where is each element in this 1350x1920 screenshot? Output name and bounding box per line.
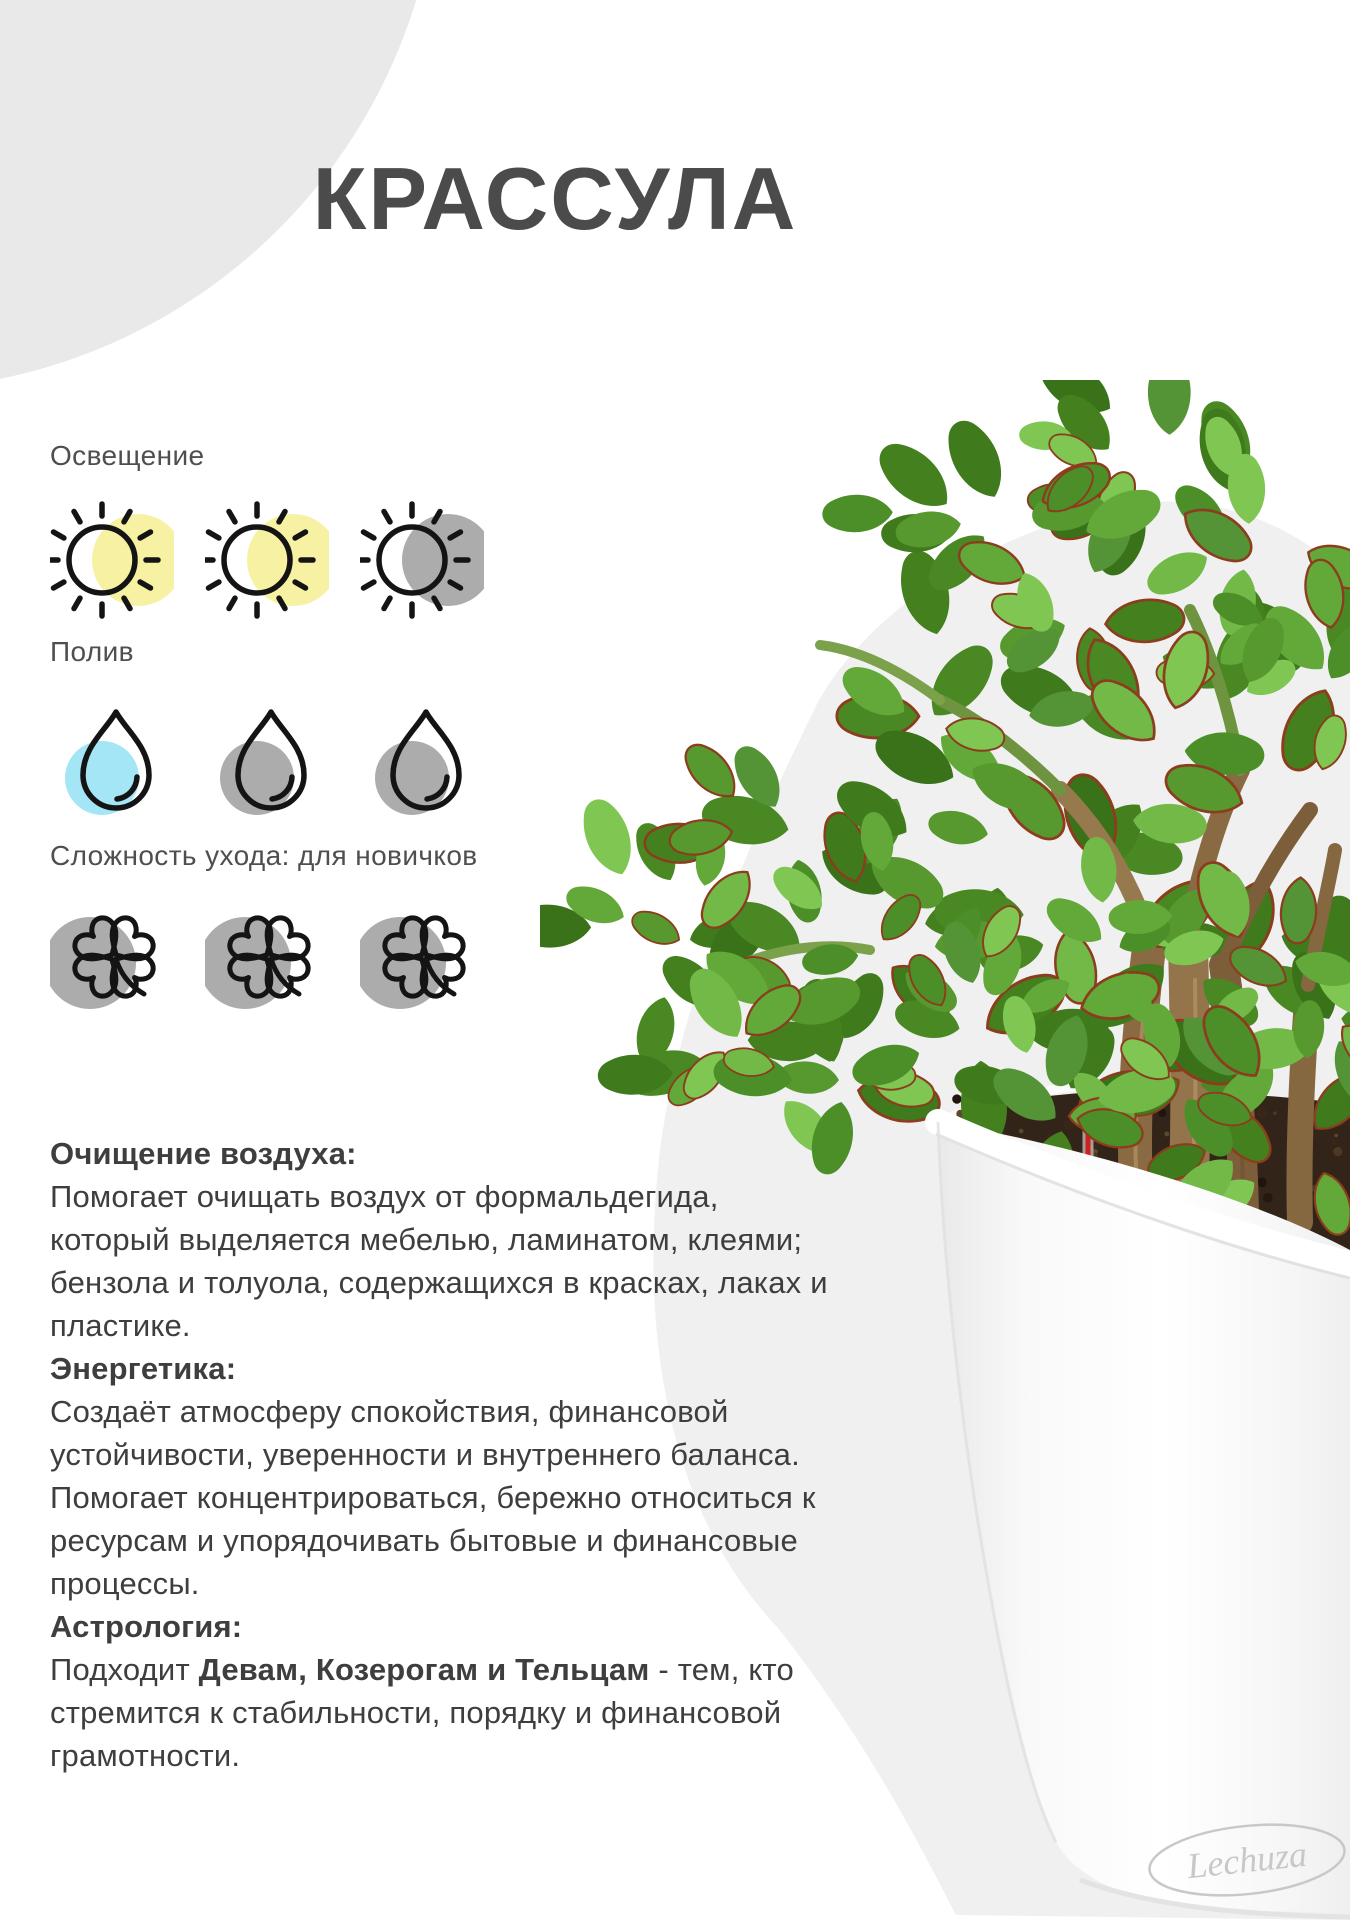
astrology-section [50,1605,842,1777]
clover-icon [205,899,329,1023]
section-heading: Энергетика: [50,1351,237,1386]
lighting-icon-row [50,498,484,622]
watering-icon-row [50,700,484,824]
water-drop-icon [205,700,329,824]
plant-description [50,1132,842,1777]
section-body: Помогает очищать воздух от формальдегида, который выделяется мебелью, ламинатом, клеями; бензола и толуола, содержащихся в красках, лаках и пластике. [50,1179,828,1343]
difficulty-label: Сложность ухода: для новичков [50,840,478,871]
lighting-label: Освещение [50,440,205,471]
section-body: Подходит Девам, Козерогам и Тельцам - тем, кто стремится к стабильности, порядку и финансовой грамотности. [50,1652,794,1773]
clover-icon [50,899,174,1023]
sun-icon [360,498,484,622]
section-heading: Астрология: [50,1609,243,1644]
air-purification-section [50,1132,842,1347]
energy-section [50,1347,842,1605]
sun-icon [205,498,329,622]
difficulty-icon-row [50,899,484,1023]
section-heading: Очищение воздуха: [50,1136,357,1171]
pot-brand-text: Lechuza [1185,1833,1309,1887]
page-title: КРАССУЛА [312,149,798,248]
section-body: Создаёт атмосферу спокойствия, финансовой устойчивости, уверенности и внутреннего баланса. Помогает концентрироваться, бережно относиться к ресурсам и упорядочивать бытовые и финансовые процессы. [50,1394,816,1601]
clover-icon [360,899,484,1023]
zodiac-signs: Девам, Козерогам и Тельцам [198,1652,650,1687]
watering-label: Полив [50,636,134,667]
water-drop-icon [360,700,484,824]
water-drop-icon [50,700,174,824]
sun-icon [50,498,174,622]
